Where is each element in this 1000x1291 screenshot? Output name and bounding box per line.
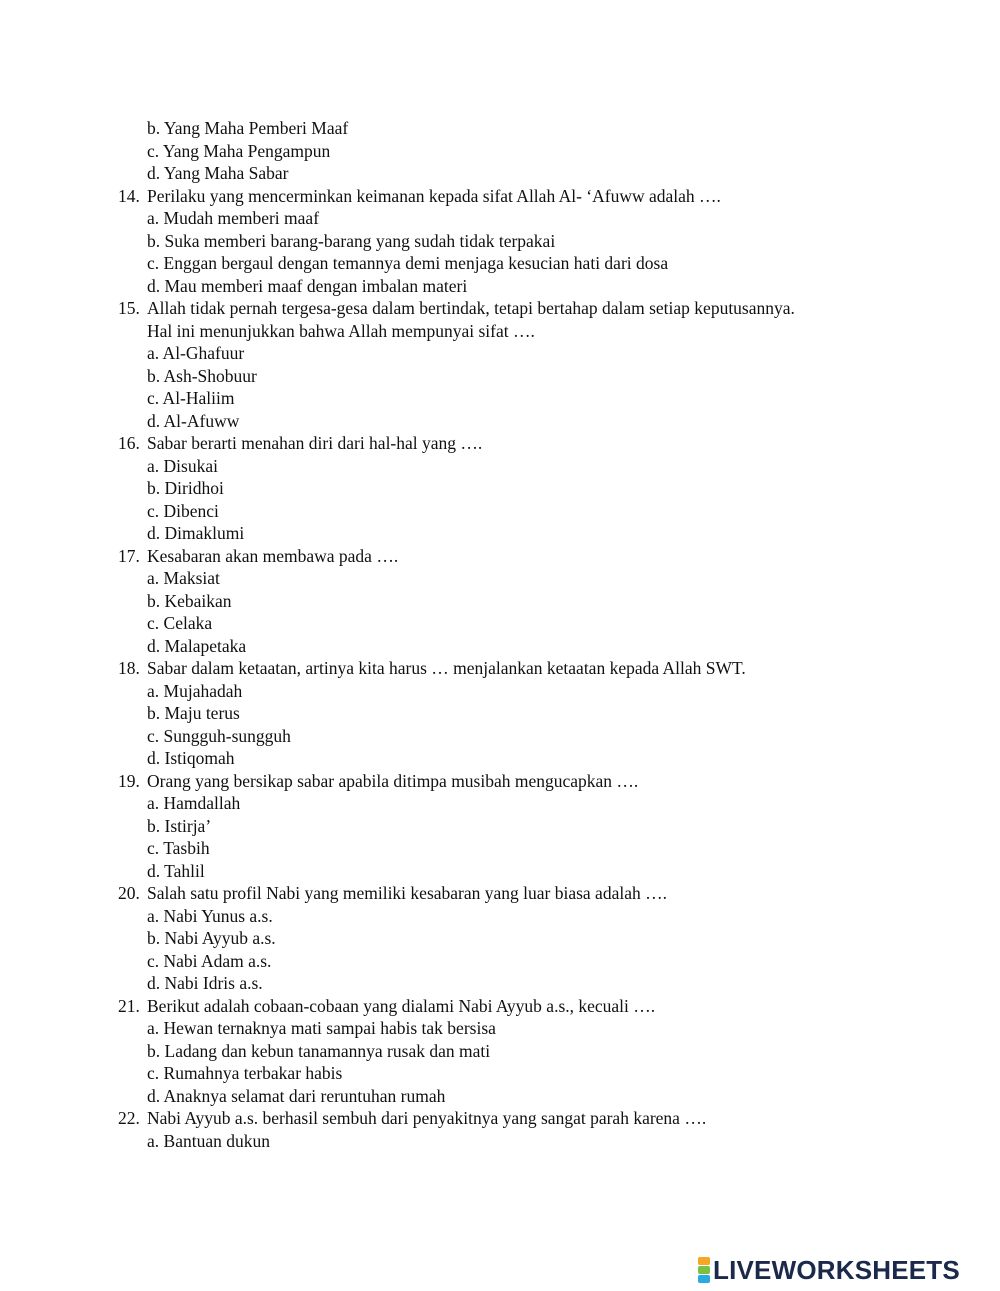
answer-option: b. Kebaikan <box>147 590 232 611</box>
answer-option: a. Disukai <box>147 455 218 476</box>
question-text: Perilaku yang mencerminkan keimanan kepada sifat Allah Al- ‘Afuww adalah …. <box>147 185 721 206</box>
answer-option: d. Tahlil <box>147 860 205 881</box>
answer-option: b. Suka memberi barang-barang yang sudah tidak terpakai <box>147 230 556 251</box>
answer-option: c. Al-Haliim <box>147 388 235 408</box>
question-text: Allah tidak pernah tergesa-gesa dalam bertindak, tetapi bertahap dalam setiap keputusannya. <box>147 298 795 318</box>
question-line <box>118 995 918 1018</box>
answer-option: a. Mujahadah <box>147 680 243 701</box>
question-line <box>118 657 918 680</box>
question-continuation: Hal ini menunjukkan bahwa Allah mempunyai sifat …. <box>147 320 535 341</box>
brand-name: LIVEWORKSHEETS <box>713 1254 960 1285</box>
question-number: 15. <box>118 298 140 318</box>
question-line <box>118 432 918 455</box>
answer-option: a. Bantuan dukun <box>147 1130 270 1151</box>
answer-option: d. Malapetaka <box>147 635 247 656</box>
answer-option: b. Yang Maha Pemberi Maaf <box>147 118 349 138</box>
question-number: 20. <box>118 883 140 903</box>
liveworksheets-logo-icon <box>698 1257 710 1283</box>
answer-option: d. Anaknya selamat dari reruntuhan rumah <box>147 1085 446 1106</box>
answer-option: b. Diridhoi <box>147 478 224 498</box>
question-number: 16. <box>118 433 140 453</box>
answer-option: a. Al-Ghafuur <box>147 343 245 363</box>
answer-option: c. Yang Maha Pengampun <box>147 140 331 161</box>
question-number: 19. <box>118 770 140 791</box>
answer-option: a. Nabi Yunus a.s. <box>147 905 273 926</box>
question-line <box>118 1107 918 1130</box>
worksheet-document <box>118 117 918 1152</box>
answer-option: d. Al-Afuww <box>147 410 240 431</box>
answer-option: c. Enggan bergaul dengan temannya demi menjaga kesucian hati dari dosa <box>147 253 669 273</box>
answer-option: c. Celaka <box>147 613 213 633</box>
answer-option: d. Yang Maha Sabar <box>147 163 289 183</box>
question-text: Sabar dalam ketaatan, artinya kita harus … menjalankan ketaatan kepada Allah SWT. <box>147 658 746 678</box>
question-line <box>118 297 918 320</box>
question-line <box>118 882 918 905</box>
question-line <box>118 545 918 568</box>
question-text: Orang yang bersikap sabar apabila ditimpa musibah mengucapkan …. <box>147 770 639 791</box>
answer-option: b. Maju terus <box>147 703 240 723</box>
answer-option: a. Hewan ternaknya mati sampai habis tak bersisa <box>147 1018 496 1038</box>
question-text: Kesabaran akan membawa pada …. <box>147 545 399 566</box>
answer-option: b. Ash-Shobuur <box>147 365 257 386</box>
answer-option: b. Ladang dan kebun tanamannya rusak dan mati <box>147 1040 491 1061</box>
logo-block-l <box>698 1257 710 1265</box>
answer-option: d. Istiqomah <box>147 748 235 768</box>
liveworksheets-brand <box>698 1255 960 1285</box>
answer-option: a. Mudah memberi maaf <box>147 208 320 228</box>
answer-option: c. Rumahnya terbakar habis <box>147 1063 343 1083</box>
answer-option: b. Istirja’ <box>147 815 212 836</box>
answer-option: c. Tasbih <box>147 838 210 858</box>
question-number: 21. <box>118 995 140 1016</box>
answer-option: a. Hamdallah <box>147 793 241 813</box>
answer-option: b. Nabi Ayyub a.s. <box>147 928 276 948</box>
question-number: 17. <box>118 545 140 566</box>
answer-option: d. Dimaklumi <box>147 523 245 543</box>
question-number: 18. <box>118 658 140 678</box>
answer-option: c. Nabi Adam a.s. <box>147 950 272 971</box>
question-text: Sabar berarti menahan diri dari hal-hal yang …. <box>147 433 483 453</box>
question-text: Salah satu profil Nabi yang memiliki kesabaran yang luar biasa adalah …. <box>147 883 667 903</box>
answer-option: d. Nabi Idris a.s. <box>147 973 263 993</box>
question-text: Nabi Ayyub a.s. berhasil sembuh dari penyakitnya yang sangat parah karena …. <box>147 1108 707 1128</box>
logo-block-w <box>698 1266 710 1274</box>
answer-option: a. Maksiat <box>147 568 220 588</box>
answer-option: d. Mau memberi maaf dengan imbalan materi <box>147 275 468 296</box>
answer-option: c. Dibenci <box>147 500 219 521</box>
question-line <box>118 770 918 793</box>
question-number: 22. <box>118 1108 140 1128</box>
question-line <box>118 185 918 208</box>
answer-option: c. Sungguh-sungguh <box>147 725 291 746</box>
question-number: 14. <box>118 185 140 206</box>
question-text: Berikut adalah cobaan-cobaan yang dialami Nabi Ayyub a.s., kecuali …. <box>147 995 656 1016</box>
logo-block-s <box>698 1275 710 1283</box>
